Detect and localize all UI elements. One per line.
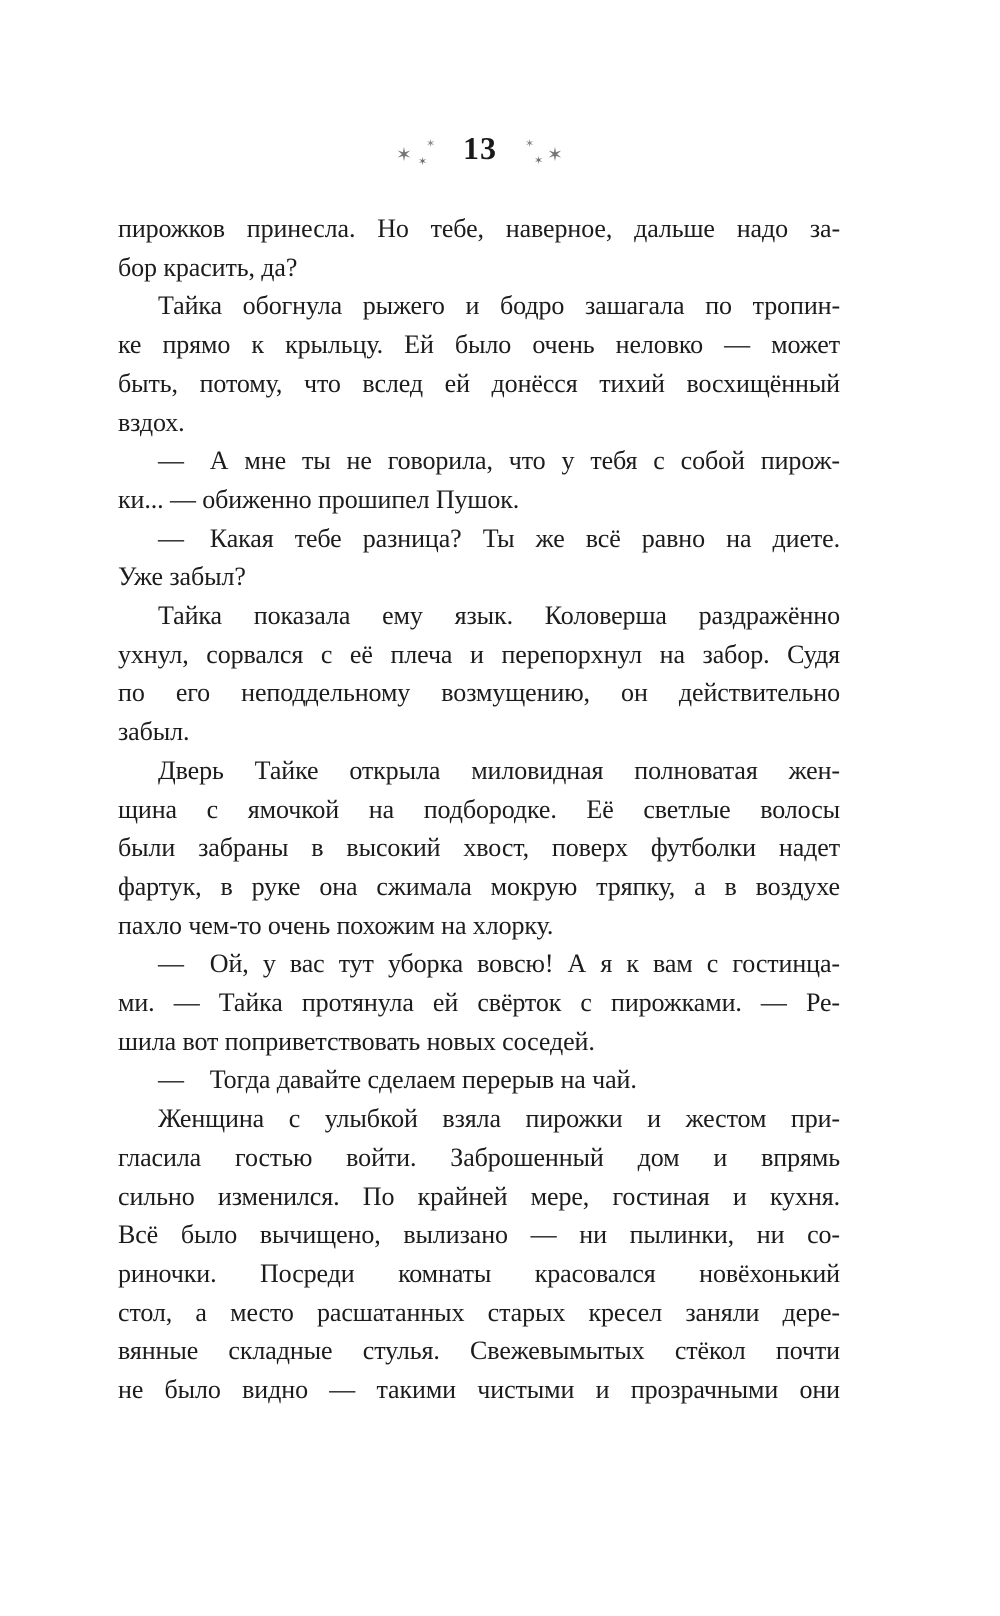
text-line: Дверь Тайке открыла миловидная полноватая жен- xyxy=(158,755,840,785)
paragraph xyxy=(118,1061,840,1100)
text-line: забыл. xyxy=(118,717,190,747)
star-icon: ✶ xyxy=(426,138,436,150)
text-line: ке прямо к крыльцу. Ей было очень неловко — может xyxy=(118,330,840,360)
text-line: пирожков принесла. Но тебе, наверное, дальше надо за- xyxy=(118,214,840,243)
text-line: гласила гостью войти. Заброшенный дом и впрямь xyxy=(118,1142,840,1172)
paragraph xyxy=(118,945,840,1061)
text-line: ухнул, сорвался с её плеча и перепорхнул на забор. Судя xyxy=(118,639,840,669)
star-icon: ✶ xyxy=(418,156,428,168)
text-line: — Какая тебе разница? Ты же всё равно на диете. xyxy=(158,523,840,553)
paragraph xyxy=(118,210,840,287)
paragraph xyxy=(118,520,840,597)
text-line: ми. — Тайка протянула ей свёрток с пирожками. — Ре- xyxy=(118,988,840,1018)
text-line: сильно изменился. По крайней мере, гостиная и кухня. xyxy=(118,1181,840,1211)
text-line: — Тогда давайте сделаем перерыв на чай. xyxy=(158,1065,637,1095)
star-icon: ✶ xyxy=(525,138,535,150)
text-line: были забраны в высокий хвост, поверх футболки надет xyxy=(118,833,840,863)
text-line: Тайка показала ему язык. Коловерша раздражённо xyxy=(158,601,840,631)
text-line: шила вот поприветствовать новых соседей. xyxy=(118,1026,595,1056)
text-line: вздох. xyxy=(118,407,185,437)
text-line: Женщина с улыбкой взяла пирожки и жестом при- xyxy=(158,1104,840,1134)
paragraph xyxy=(118,597,840,752)
star-icon: ✶ xyxy=(547,145,563,166)
paragraph xyxy=(118,752,840,946)
text-line: Тайка обогнула рыжего и бодро зашагала по тропин- xyxy=(158,291,840,321)
page-header xyxy=(0,0,1000,200)
text-line: Уже забыл? xyxy=(118,562,246,592)
text-line: бор красить, да? xyxy=(118,252,298,282)
paragraph xyxy=(118,442,840,519)
paragraph xyxy=(118,1100,840,1410)
text-line: — Ой, у вас тут уборка вовсю! А я к вам с гостинца- xyxy=(158,949,840,979)
text-line: пахло чем-то очень похожим на хлорку. xyxy=(118,910,554,940)
text-line: по его неподдельному возмущению, он действительно xyxy=(118,678,840,708)
paragraph xyxy=(118,287,840,442)
text-line: стол, а место расшатанных старых кресел заняли дере- xyxy=(118,1297,840,1327)
text-line: — А мне ты не говорила, что у тебя с собой пирож- xyxy=(158,446,840,476)
text-line: риночки. Посреди комнаты красовался новёхонький xyxy=(118,1258,840,1288)
star-icon: ✶ xyxy=(534,155,544,167)
text-line: Всё было вычищено, вылизано — ни пылинки, ни со- xyxy=(118,1220,840,1250)
page-text xyxy=(118,210,840,1410)
star-icon: ✶ xyxy=(396,145,412,166)
text-line: не было видно — такими чистыми и прозрачными они xyxy=(118,1375,840,1405)
text-line: быть, потому, что вслед ей донёсся тихий восхищённый xyxy=(118,368,840,398)
text-line: фартук, в руке она сжимала мокрую тряпку, а в воздухе xyxy=(118,871,840,901)
text-line: щина с ямочкой на подбородке. Её светлые волосы xyxy=(118,794,840,824)
page-number: 13 xyxy=(463,130,497,166)
text-line: вянные складные стулья. Свежевымытых стёкол почти xyxy=(118,1336,840,1366)
text-line: ки... — обиженно прошипел Пушок. xyxy=(118,484,520,514)
